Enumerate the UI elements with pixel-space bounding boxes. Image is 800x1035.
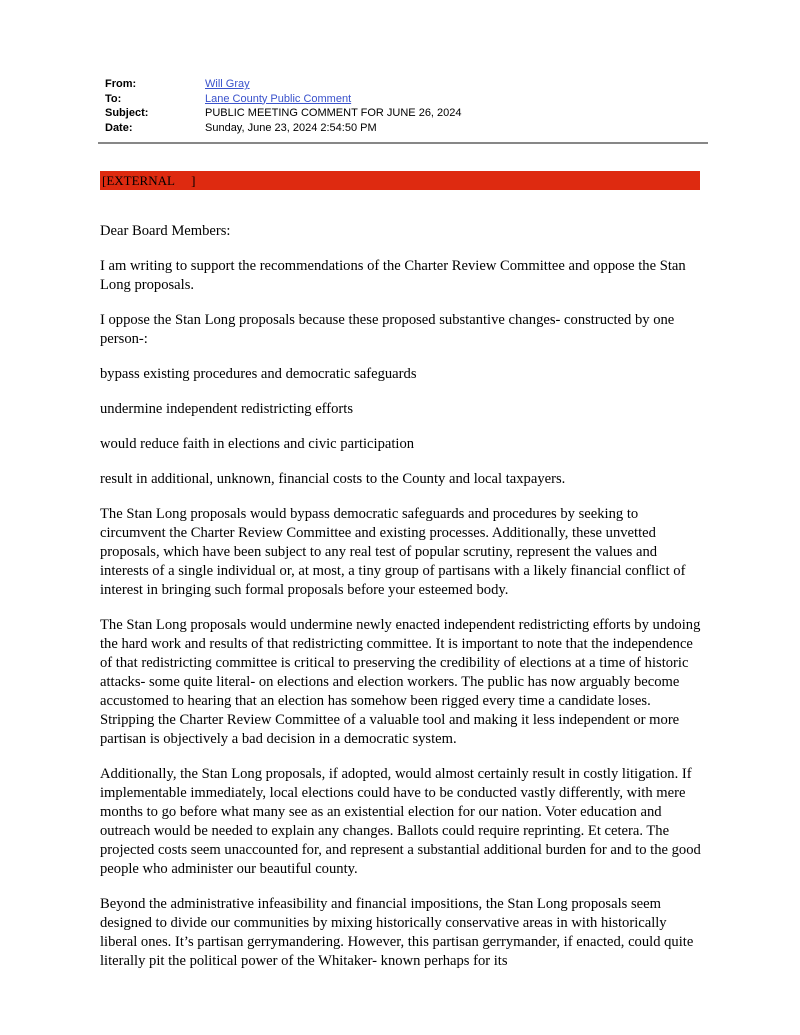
date-value: Sunday, June 23, 2024 2:54:50 PM: [205, 121, 377, 134]
header-row-subject: [105, 106, 705, 121]
to-link[interactable]: Lane County Public Comment: [205, 92, 352, 105]
body-paragraph: I oppose the Stan Long proposals because these proposed substantive changes- constructed by one person-:: [100, 312, 675, 347]
from-link[interactable]: Will Gray: [205, 78, 250, 90]
body-paragraph-list-item: bypass existing procedures and democratic safeguards: [100, 366, 417, 382]
from-label: From:: [105, 78, 137, 90]
to-value: [205, 92, 705, 107]
email-body: [100, 222, 706, 987]
email-header: [105, 77, 705, 135]
subject-label: Subject:: [105, 107, 149, 119]
header-row-from: [105, 77, 705, 92]
body-paragraph-salutation: Dear Board Members:: [100, 223, 231, 239]
external-banner: [EXTERNAL ]: [100, 171, 700, 190]
from-value: [205, 77, 705, 92]
body-paragraph: Additionally, the Stan Long proposals, if adopted, would almost certainly result in costly litigation. If implementable immediately, local elections could have to be conducted vastly differently, with mere months to go before what many see as an existential election for our nation. Voter education and outreach would be needed to explain any changes. Ballots could require reprinting. Et cetera. The projected costs seem unaccounted for, and represent a substantial additional burden for and to the good people who administer our beautiful county.: [100, 766, 701, 877]
body-paragraph: Beyond the administrative infeasibility and financial impositions, the Stan Long proposals seem designed to divide our communities by mixing historically conservative areas in with historically liberal ones. It’s partisan gerrymandering. However, this partisan gerrymander, if enacted, could quite literally pit the political power of the Whitaker- known perhaps for its: [100, 896, 694, 969]
subject-value: PUBLIC MEETING COMMENT FOR JUNE 26, 2024: [205, 107, 462, 119]
body-paragraph-list-item: would reduce faith in elections and civic participation: [100, 436, 415, 452]
body-paragraph-list-item: result in additional, unknown, financial costs to the County and local taxpayers.: [100, 471, 566, 487]
header-row-to: [105, 92, 705, 107]
date-label: Date:: [105, 121, 133, 134]
body-paragraph: The Stan Long proposals would bypass democratic safeguards and procedures by seeking to circumvent the Charter Review Committee and existing processes. Additionally, these unvetted proposals, which have been subject to any real test of popular scrutiny, represent the values and interests of a single individual or, at most, a tiny group of partisans with a likely financial conflict of interest in bringing such formal proposals before your esteemed body.: [100, 506, 686, 598]
to-label: To:: [105, 92, 122, 105]
body-paragraph-list-item: undermine independent redistricting efforts: [100, 401, 354, 417]
header-row-date: [105, 121, 705, 136]
body-paragraph: I am writing to support the recommendations of the Charter Review Committee and oppose the Stan Long proposals.: [100, 258, 686, 293]
body-paragraph: The Stan Long proposals would undermine newly enacted independent redistricting efforts by undoing the hard work and results of that redistricting committee. It is important to note that the independence of that redistricting committee is critical to preserving the credibility of elections at a time of historic attacks- some quite literal- on elections and election workers. The public has now arguably become accustomed to hearing that an election has somehow been rigged every time a candidate loses. Stripping the Charter Review Committee of a valuable tool and making it less independent or more partisan is objectively a bad decision in a democratic system.: [100, 617, 701, 747]
header-divider: [98, 142, 708, 144]
